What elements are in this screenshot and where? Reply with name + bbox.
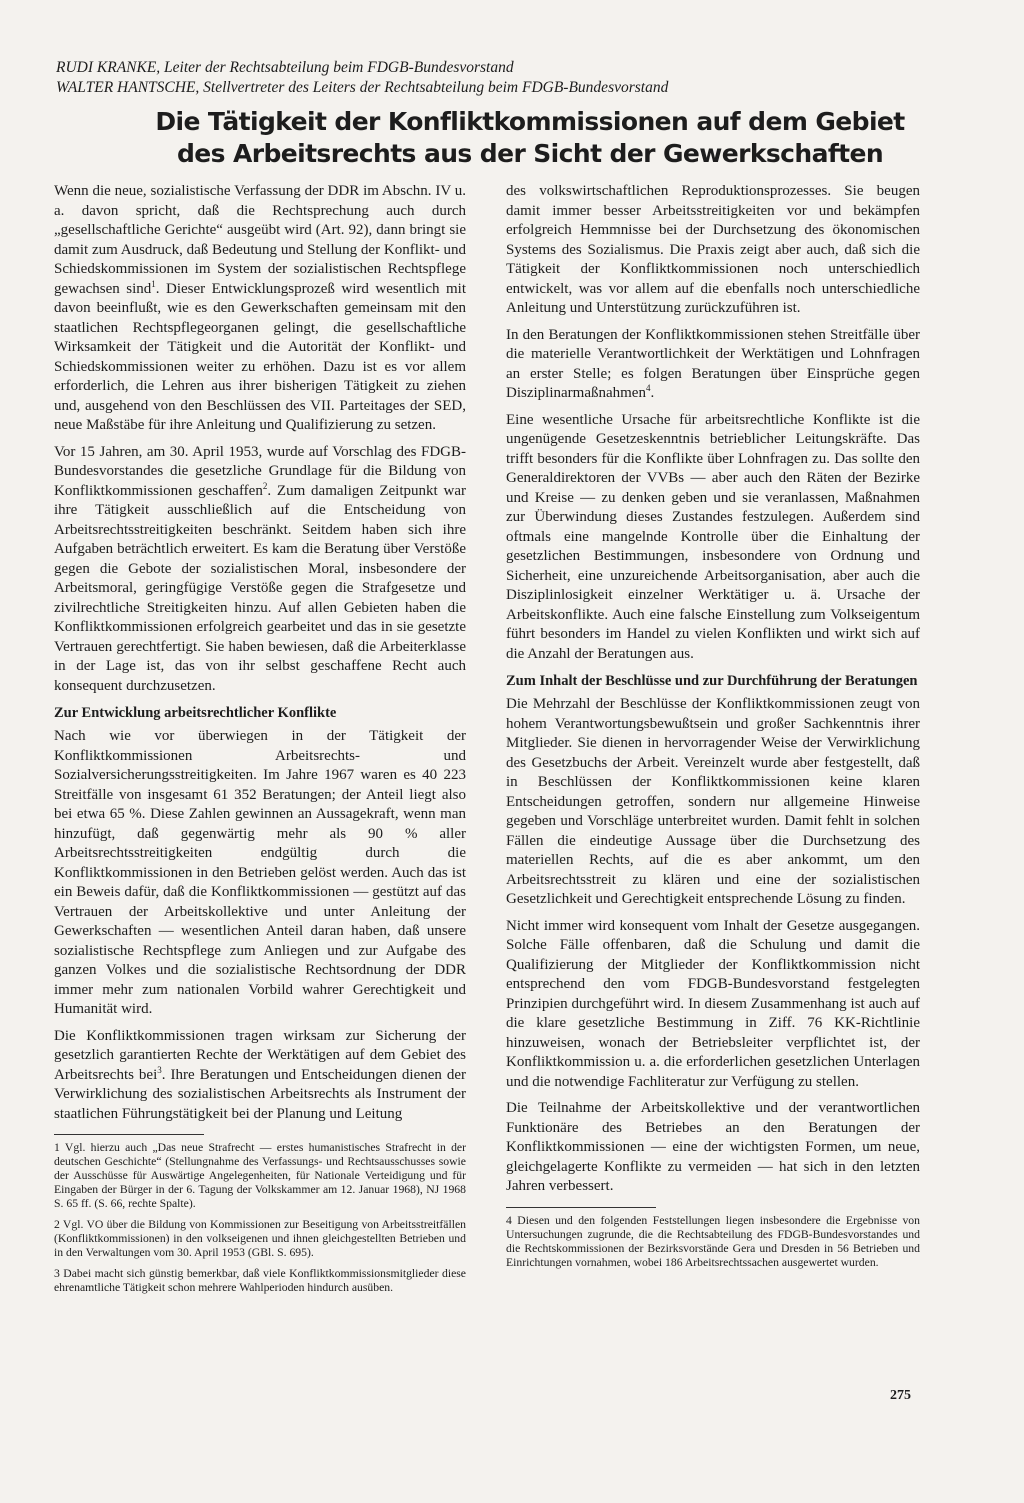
paragraph: Nach wie vor überwiegen in der Tätigkeit der Konfliktkommissionen Arbeitsrechts- und Sozialversicherungsstreitigkeiten. Im Jahre 1967 waren es 40 223 Streitfälle von insgesamt 61 352 Beratungen; der Anteil liegt also bei etwa 65 %. Diese Zahlen gewinnen an Aussagekraft, wenn man hinzufügt, daß gegenwärtig mehr als 90 % aller Arbeitsrechtsstreitigkeiten endgültig durch die Konfliktkommissionen in den Betrieben gelöst werden. Auch das ist ein Beweis dafür, daß die Konfliktkommissionen — gestützt auf das Vertrauen der Arbeitskollektive und unter Anleitung der Gewerkschaften — wesentlichen Anteil daran haben, daß unsere sozialistische Rechtspflege zum Anliegen und zur Aufgabe des ganzen Volkes und die sozialistische Rechtsordnung der DDR immer mehr zum nationalen Vorbild wahrer Gerechtigkeit und Humanität wird. [54,728,466,1017]
footnote-3: 3 Dabei macht sich günstig bemerkbar, daß viele Konfliktkommissionsmitglieder diese ehrenamtliche Tätigkeit schon mehrere Wahlperioden hindurch ausüben. [54,1267,466,1294]
left-column [54,182,466,1302]
section-heading: Zum Inhalt der Beschlüsse und zur Durchführung der Beratungen [506,673,918,689]
right-column [506,182,920,1277]
title-line-2: des Arbeitsrechts aus der Sicht der Gewerkschaften [176,139,884,168]
paragraph: des volkswirtschaftlichen Reproduktionsprozesses. Sie beugen damit immer besser Arbeitsstreitigkeiten vor und bekämpfen erfolgreich Hemmnisse bei der Durchsetzung des ökonomischen Systems des Sozialismus. Die Praxis zeigt aber auch, daß sich die Tätigkeit der Konfliktkommissionen noch unterschiedlich entwickelt, was vor allem auf die ebenfalls noch unterschiedliche Anleitung und Unterstützung zurückzuführen ist. [506,183,920,316]
footnote-1: 1 Vgl. hierzu auch „Das neue Strafrecht — erstes humanistisches Strafrecht in der deutschen Geschichte“ (Stellungnahme des Verfassungs- und Rechtsausschusses sowie der Ausschüsse für Auswärtige Angelegenheiten, für Nationale Verteidigung und für Eingaben der Bürger in der 6. Tagung der Volkskammer am 12. Januar 1968), NJ 1968 S. 65 ff. (S. 66, rechte Spalte). [54,1141,466,1210]
paragraph: Eine wesentliche Ursache für arbeitsrechtliche Konflikte ist die ungenügende Gesetzeskenntnis betrieblicher Leitungskräfte. Das trifft besonders für die Konflikte über Lohnfragen zu. Das sollte den Generaldirektoren der VVBs — aber auch den Räten der Bezirke und Kreise — zu denken geben und sie veranlassen, Maßnahmen zur Überwindung dieses Zustandes festzulegen. Außerdem sind oftmals eine mangelnde Kontrolle über die Einhaltung der gesetzlichen Bestimmungen, insbesondere von Ordnung und Sicherheit, eine unzureichende Arbeitsorganisation, aber auch die Disziplinlosigkeit einzelner Werktätiger u. ä. Ursache der Arbeitskonflikte. Auch eine falsche Einstellung zum Volkseigentum führt besonders im Handel zu vielen Konflikten und wirkt sich auf die Anzahl der Beratungen aus. [506,411,920,662]
author-hantsche: WALTER HANTSCHE, Stellvertreter des Leiters der Rechtsabteilung beim FDGB-Bundesvorstand [56,79,669,96]
footnote-divider [506,1207,656,1208]
paragraph: Die Mehrzahl der Beschlüsse der Konfliktkommissionen zeugt von hohem Verantwortungsbewußtsein und großer Sachkenntnis ihrer Mitglieder. Sie dienen in hervorragender Weise der Verwirklichung des Gesetzbuchs der Arbeit. Vereinzelt wurde aber festgestellt, daß in Beschlüssen der Konfliktkommissionen keine klaren Entscheidungen getroffen, sondern nur allgemeine Hinweise gegeben und Vorschläge unterbreitet wurden. Damit fehlt in solchen Fällen die eindeutige Aussage über die Durchsetzung des materiellen Rechts, auf die es aber ankommt, um den Arbeitsrechtsstreit zu klären und eine der sozialistischen Gesetzlichkeit und Gerechtigkeit entsprechende Lösung zu finden. [506,696,920,907]
page-number: 275 [890,1388,911,1403]
paragraph: Die Teilnahme der Arbeitskollektive und der verantwortlichen Funktionäre des Betriebes an den Beratungen der Konfliktkommissionen — eine der wichtigsten Formen, um neue, gleichgelagerte Konflikte zu vermeiden — hat sich in den letzten Jahren verbessert. [506,1100,920,1194]
paragraph: Vor 15 Jahren, am 30. April 1953, wurde auf Vorschlag des FDGB-Bundesvorstandes die gesetzliche Grundlage für die Bildung von Konfliktkommissionen geschaffen$^2$. Zum damaligen Zeitpunkt war ihre Tätigkeit ausschließlich auf die Entscheidung von Arbeitsrechtsstreitigkeiten beschränkt. Seitdem haben sich ihre Aufgaben beträchtlich erweitert. Es kam die Beratung über Verstöße gegen die Gebote der sozialistischen Moral, insbesondere der Arbeitsmoral, geringfügige Verstöße gegen die Strafgesetze und zivilrechtliche Streitigkeiten hinzu. Auf allen Gebieten haben die Konfliktkommissionen erfolgreich gearbeitet und das in sie gesetzte Vertrauen gerechtfertigt. Sie haben bewiesen, daß die Arbeiterklasse in der Lage ist, das von ihr selbst geschaffene Recht auch konsequent durchzusetzen. [54,443,466,694]
footnote-divider [54,1134,204,1135]
footnote-2: 2 Vgl. VO über die Bildung von Kommissionen zur Beseitigung von Arbeitsstreitfällen (Konfliktkommissionen) in den volkseigenen und ihnen gleichgestellten Betrieben und in den Verwaltungen vom 30. April 1953 (GBl. S. 695). [54,1218,466,1259]
footnote-4: 4 Diesen und den folgenden Feststellungen liegen insbesondere die Ergebnisse von Untersuchungen zugrunde, die die Rechtsabteilung des FDGB-Bundesvorstandes und die Rechtskommissionen der Bezirksvorstände Gera und Dresden in 56 Betrieben und Einrichtungen vornahmen, wobei 186 Arbeitsrechtssachen ausgewertet wurden. [506,1213,920,1269]
title-line-1: Die Tätigkeit der Konfliktkommissionen auf dem Gebiet [155,107,905,136]
paragraph: In den Beratungen der Konfliktkommissionen stehen Streitfälle über die materielle Verantwortlichkeit der Werktätigen und Lohnfragen an erster Stelle; es folgen Beratungen über Einsprüche gegen Disziplinarmaßnahmen$^4$. [506,326,920,401]
paragraph: Die Konfliktkommissionen tragen wirksam zur Sicherung der gesetzlich garantierten Rechte der Werktätigen auf dem Gebiet des Arbeitsrechts bei$^3$. Ihre Beratungen und Entscheidungen dienen der Verwirklichung des sozialistischen Arbeitsrechts als Instrument der staatlichen Führungstätigkeit bei der Planung und Leitung [54,1027,466,1122]
article-title [150,106,910,170]
author-lines [56,58,936,98]
author-kranke: RUDI KRANKE, Leiter der Rechtsabteilung beim FDGB-Bundesvorstand [56,59,514,76]
section-heading: Zur Entwicklung arbeitsrechtlicher Konflikte [54,705,337,721]
paragraph: Nicht immer wird konsequent vom Inhalt der Gesetze ausgegangen. Solche Fälle offenbaren, daß die Schulung und damit die Qualifizierung der Mitglieder der Konfliktkommission nicht entsprechend den vom FDGB-Bundesvorstand festgelegten Prinzipien durchgeführt wird. In diesem Zusammenhang ist auch auf die klare gesetzliche Bestimmung in Ziff. 76 KK-Richtlinie hinzuweisen, wonach der Betriebsleiter verpflichtet ist, der Konfliktkommission u. a. die erforderlichen gesetzlichen Unterlagen und die notwendige Fachliteratur zur Verfügung zu stellen. [506,917,920,1090]
paragraph: Wenn die neue, sozialistische Verfassung der DDR im Abschn. IV u. a. davon spricht, daß die Rechtsprechung auch durch „gesellschaftliche Gerichte“ ausgeübt wird (Art. 92), dann bringt sie damit zum Ausdruck, daß Bedeutung und Stellung der Konflikt- und Schiedskommissionen im System der sozialistischen Rechtspflege gewachsen sind$^1$. Dieser Entwicklungsprozeß wird wesentlich mit davon beeinflußt, wie es den Gewerkschaften gemeinsam mit den staatlichen Rechtspflegeorganen gelingt, die gesellschaftliche Wirksamkeit der Tätigkeit und die Autorität der Konflikt- und Schiedskommissionen weiter zu erhöhen. Dazu ist es vor allem erforderlich, die Lehren aus ihrer bisherigen Tätigkeit zu ziehen und, ausgehend von den Beschlüssen des VII. Parteitages der SED, neue Maßstäbe für ihre Anleitung und Qualifizierung zu setzen. [54,183,466,433]
